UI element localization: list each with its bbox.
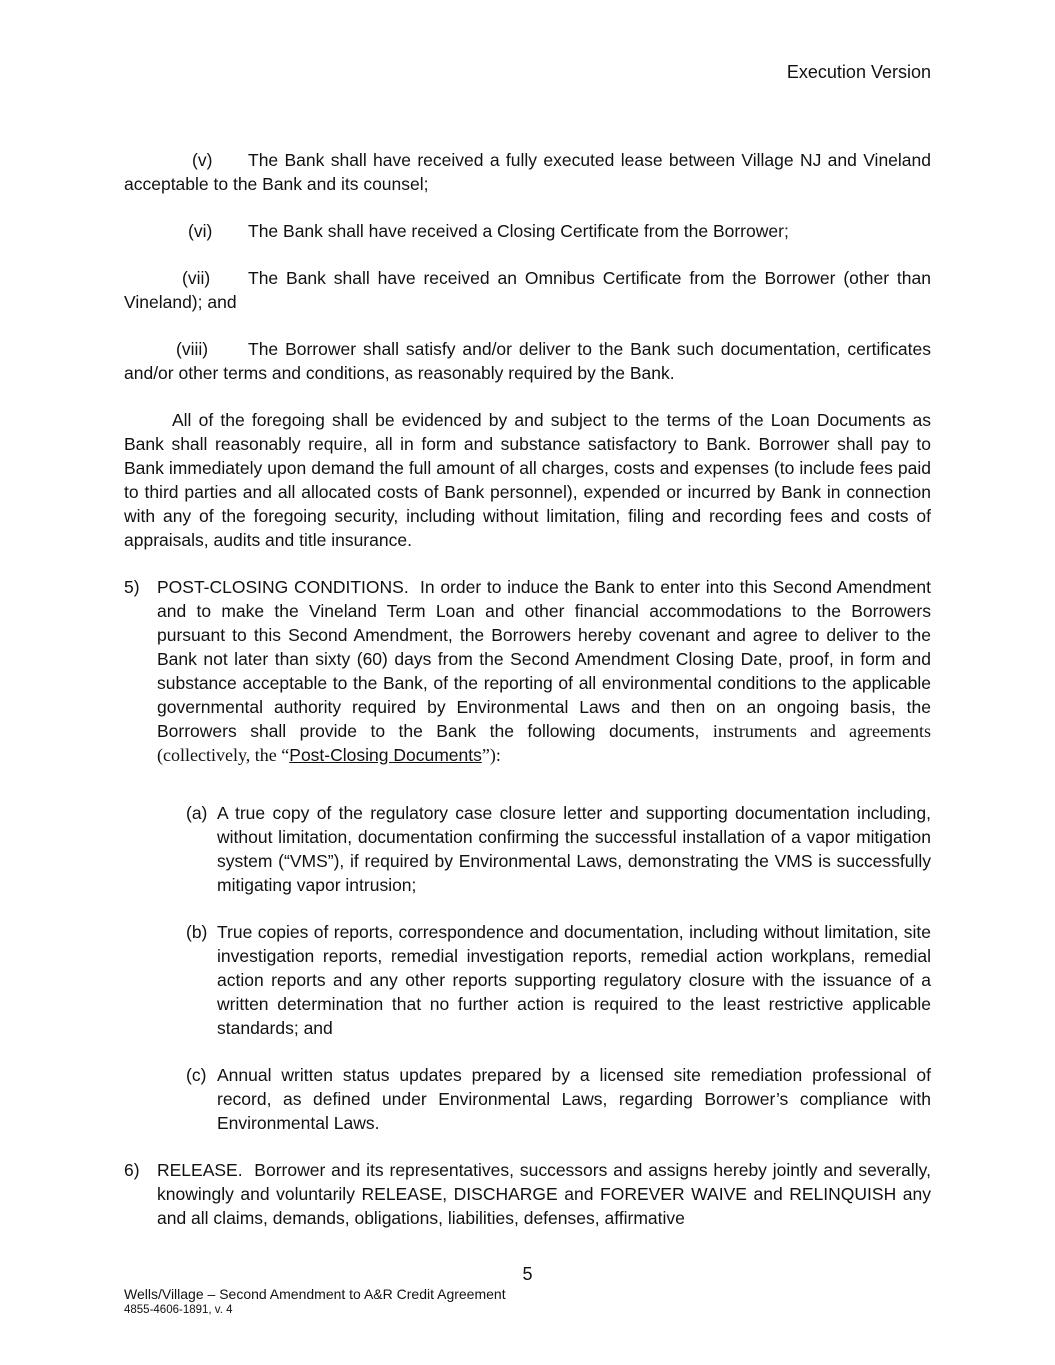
- section-6-text: Borrower and its representatives, successors and assigns hereby jointly and severally, knowingly and voluntarily RELEASE, DISCHARGE and FOREVER WAIVE and RELINQUISH any and all claims, demands, obligations, liabilities, defenses, affirmative: [157, 1160, 931, 1228]
- item-viii-num: (viii): [176, 339, 209, 359]
- item-a-num: (a): [186, 803, 208, 823]
- section-5-number: 5): [124, 577, 140, 597]
- page-number: 5: [522, 1264, 533, 1284]
- item-vi-text: The Bank shall have received a Closing Certificate from the Borrower;: [248, 221, 789, 241]
- item-v-num: (v): [192, 150, 213, 170]
- section-5: [124, 575, 931, 767]
- item-viii: [124, 337, 931, 385]
- section-5-text-end: ”):: [481, 745, 501, 765]
- item-vii-text: The Bank shall have received an Omnibus Certificate from the Borrower (other than Vineland); and: [124, 268, 931, 312]
- item-v: [124, 148, 931, 196]
- section-5-item-b: [186, 920, 931, 1040]
- footer-title: Wells/Village – Second Amendment to A&R Credit Agreement: [124, 1286, 506, 1302]
- section-5-text-serif: instruments and agreements (collectively, the “: [157, 721, 931, 765]
- item-viii-text: The Borrower shall satisfy and/or deliver to the Bank such documentation, certificates and/or other terms and conditions, as reasonably required by the Bank.: [124, 339, 931, 383]
- section-6-number: 6): [124, 1160, 140, 1180]
- footer: [124, 1286, 506, 1318]
- section-5-item-a: [186, 801, 931, 897]
- item-b-num: (b): [186, 922, 208, 942]
- item-c-num: (c): [186, 1065, 207, 1085]
- item-a-text: A true copy of the regulatory case closure letter and supporting documentation including, without limitation, documentation confirming the successful installation of a vapor mitigation system (“VMS”), if required by Environmental Laws, demonstrating the VMS is successfully mitigating vapor intrusion;: [217, 803, 931, 895]
- section-5-item-c: [186, 1063, 931, 1135]
- item-v-text: The Bank shall have received a fully executed lease between Village NJ and Vineland acceptable to the Bank and its counsel;: [124, 150, 931, 194]
- section-5-text: In order to induce the Bank to enter into this Second Amendment and to make the Vineland Term Loan and other financial accommodations to the Borrowers pursuant to this Second Amendment, the Borrowers hereby covenant and agree to deliver to the Bank not later than sixty (60) days from the Second Amendment Closing Date, proof, in form and substance acceptable to the Bank, of the reporting of all environmental conditions to the applicable governmental authority required by Environmental Laws and then on an ongoing basis, the Borrowers shall provide to the Bank the following documents,: [157, 577, 931, 741]
- item-vii: [124, 266, 931, 314]
- foregoing-paragraph: All of the foregoing shall be evidenced by and subject to the terms of the Loan Documents as Bank shall reasonably require, all in form and substance satisfactory to Bank. Borrower shall pay to Bank immediately upon demand the full amount of all charges, costs and expenses (to include fees paid to third parties and all allocated costs of Bank personnel), expended or incurred by Bank in connection with any of the foregoing security, including without limitation, filing and recording fees and costs of appraisals, audits and title insurance.: [124, 410, 931, 550]
- item-b-text: True copies of reports, correspondence and documentation, including without limitation, site investigation reports, remedial investigation reports, remedial action workplans, remedial action reports and any other reports supporting regulatory closure with the issuance of a written determination that no further action is required to the least restrictive applicable standards; and: [217, 922, 931, 1038]
- item-vii-num: (vii): [182, 268, 211, 288]
- footer-doc-id: 4855-4606-1891, v. 4: [124, 1304, 233, 1316]
- item-vi-num: (vi): [188, 221, 213, 241]
- execution-version-label: Execution Version: [786, 62, 931, 82]
- post-closing-documents-term: Post-Closing Documents: [289, 745, 482, 765]
- section-6: [124, 1158, 931, 1230]
- section-6-heading: RELEASE.: [157, 1160, 243, 1180]
- document-body: [124, 148, 931, 1230]
- item-vi: [124, 219, 931, 243]
- section-5-heading: POST-CLOSING CONDITIONS.: [157, 577, 409, 597]
- item-c-text: Annual written status updates prepared by a licensed site remediation professional of record, as defined under Environmental Laws, regarding Borrower’s compliance with Environmental Laws.: [217, 1065, 931, 1133]
